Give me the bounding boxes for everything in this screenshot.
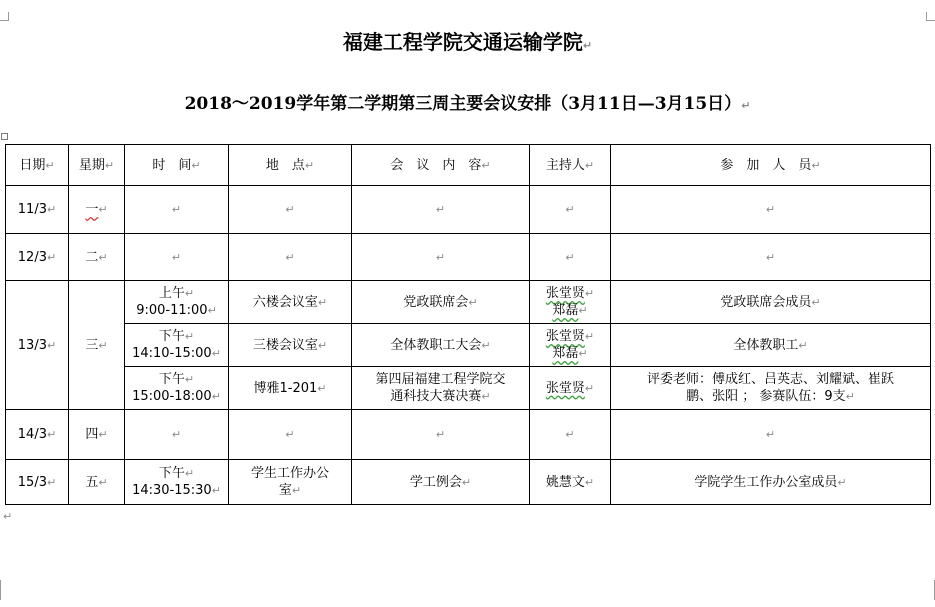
header-place: 地 点↵ xyxy=(229,145,352,186)
time-cell: 下午↵ 14:30-15:30↵ xyxy=(125,460,229,505)
content-cell: 学工例会↵ xyxy=(352,460,530,505)
weekday-cell: 一↵ xyxy=(69,186,125,234)
host-cell: ↵ xyxy=(530,186,611,234)
table-row xyxy=(6,367,931,410)
header-time: 时 间↵ xyxy=(125,145,229,186)
host-cell: 张堂贤↵ xyxy=(530,367,611,410)
document-subtitle: 2018～2019学年第二学期第三周主要会议安排（3月11日—3月15日）↵ xyxy=(184,94,751,114)
attendees-cell: 党政联席会成员↵ xyxy=(611,281,931,324)
table-row xyxy=(6,186,931,234)
place-cell: 六楼会议室↵ xyxy=(229,281,352,324)
content-cell: 全体教职工大会↵ xyxy=(352,324,530,367)
content-cell: ↵ xyxy=(352,186,530,234)
page-edge-mark xyxy=(931,580,935,600)
host-cell: 张堂贤↵ 郑磊↵ xyxy=(530,281,611,324)
page-corner-mark xyxy=(926,12,935,21)
date-cell: 11/3↵ xyxy=(6,186,69,234)
date-cell: 15/3↵ xyxy=(6,460,69,505)
place-cell: 三楼会议室↵ xyxy=(229,324,352,367)
attendees-cell: 全体教职工↵ xyxy=(611,324,931,367)
time-cell: ↵ xyxy=(125,234,229,281)
date-cell: 14/3↵ xyxy=(6,410,69,460)
table-row xyxy=(6,410,931,460)
attendees-cell: ↵ xyxy=(611,186,931,234)
content-cell: ↵ xyxy=(352,410,530,460)
paragraph-mark: ↵ xyxy=(3,510,13,523)
table-row xyxy=(6,281,931,324)
header-row xyxy=(6,145,931,186)
time-cell: 下午↵ 14:10-15:00↵ xyxy=(125,324,229,367)
page-corner-mark xyxy=(0,12,9,21)
place-cell: ↵ xyxy=(229,234,352,281)
table-move-handle[interactable] xyxy=(1,133,8,140)
place-cell: ↵ xyxy=(229,410,352,460)
header-weekday: 星期↵ xyxy=(69,145,125,186)
table-row xyxy=(6,460,931,505)
content-cell: ↵ xyxy=(352,234,530,281)
weekday-cell: 二↵ xyxy=(69,234,125,281)
host-cell: ↵ xyxy=(530,410,611,460)
place-cell: 学生工作办公 室↵ xyxy=(229,460,352,505)
time-cell: ↵ xyxy=(125,410,229,460)
header-content: 会 议 内 容↵ xyxy=(352,145,530,186)
document-title: 福建工程学院交通运输学院↵ xyxy=(342,30,593,54)
time-cell: 上午↵ 9:00-11:00↵ xyxy=(125,281,229,324)
host-cell: ↵ xyxy=(530,234,611,281)
attendees-cell: 学院学生工作办公室成员↵ xyxy=(611,460,931,505)
place-cell: ↵ xyxy=(229,186,352,234)
header-date: 日期↵ xyxy=(6,145,69,186)
weekday-cell: 五↵ xyxy=(69,460,125,505)
place-cell: 博雅1-201↵ xyxy=(229,367,352,410)
time-cell: 下午↵ 15:00-18:00↵ xyxy=(125,367,229,410)
weekday-cell: 四↵ xyxy=(69,410,125,460)
host-cell: 张堂贤↵ 郑磊↵ xyxy=(530,324,611,367)
table-row xyxy=(6,324,931,367)
table-row xyxy=(6,234,931,281)
attendees-cell: 评委老师：傅成红、吕英志、刘耀斌、崔跃 鹏、张阳 ； 参赛队伍：9支↵ xyxy=(611,367,931,410)
header-attendees: 参 加 人 员↵ xyxy=(611,145,931,186)
meeting-schedule-table xyxy=(5,144,931,505)
content-cell: 党政联席会↵ xyxy=(352,281,530,324)
date-cell: 12/3↵ xyxy=(6,234,69,281)
attendees-cell: ↵ xyxy=(611,410,931,460)
content-cell: 第四届福建工程学院交 通科技大赛决赛↵ xyxy=(352,367,530,410)
host-cell: 姚慧文↵ xyxy=(530,460,611,505)
weekday-cell: 三↵ xyxy=(69,281,125,410)
attendees-cell: ↵ xyxy=(611,234,931,281)
page-edge-mark xyxy=(0,580,4,600)
time-cell: ↵ xyxy=(125,186,229,234)
header-host: 主持人↵ xyxy=(530,145,611,186)
date-cell: 13/3↵ xyxy=(6,281,69,410)
